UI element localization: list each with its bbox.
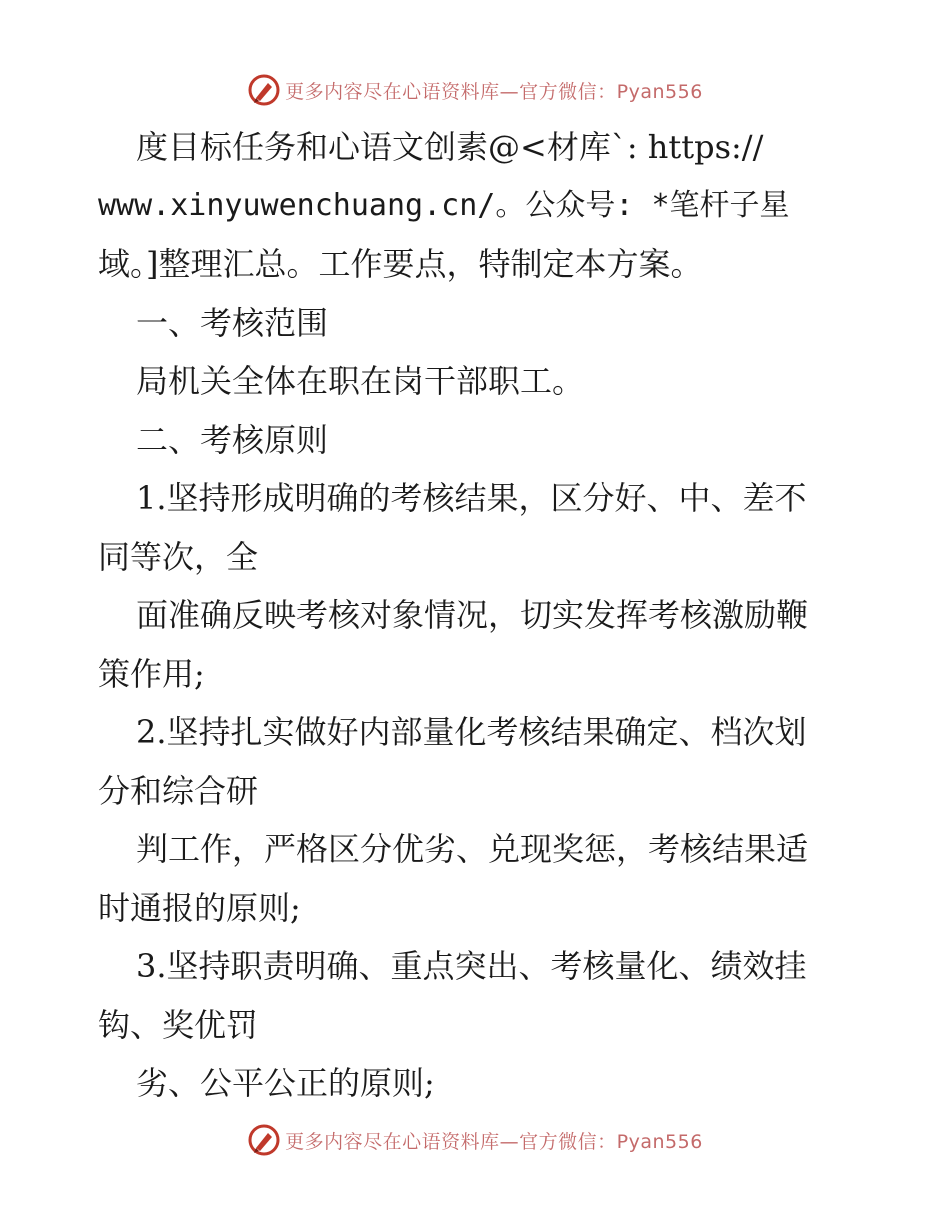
document-body [98, 118, 858, 1113]
paragraph-line: 面准确反映考核对象情况，切实发挥考核激励鞭 [136, 596, 809, 634]
paragraph-line: 度目标任务和心语文创素@<材库`: https:// [136, 128, 764, 166]
paragraph-line: 劣、公平公正的原则; [136, 1064, 435, 1102]
paragraph-line: 1.坚持形成明确的考核结果，区分好、中、差不 [136, 479, 807, 517]
paragraph-line: 策作用; [98, 654, 205, 693]
paragraph-line: 3.坚持职责明确、重点突出、考核量化、绩效挂 [136, 947, 807, 985]
paragraph-line: 局机关全体在职在岗干部职工。 [136, 362, 585, 400]
section-heading: 一、考核范围 [136, 303, 329, 342]
footer-banner-text: 更多内容尽在心语资料库—官方微信：Pyan556 [285, 1130, 703, 1153]
footer-watermark-banner [0, 1120, 950, 1160]
paragraph-line: 域。]整理汇总。工作要点，特制定本方案。 [98, 245, 703, 283]
pen-logo-icon [247, 1123, 281, 1157]
section-heading: 二、考核原则 [136, 420, 329, 459]
header-banner-text: 更多内容尽在心语资料库—官方微信：Pyan556 [285, 80, 703, 103]
paragraph-line: 钩、奖优罚 [98, 1005, 259, 1044]
paragraph-line: 2.坚持扎实做好内部量化考核结果确定、档次划 [136, 713, 807, 751]
paragraph-line: 时通报的原则; [98, 888, 301, 927]
paragraph-line: 同等次，全 [98, 537, 259, 576]
header-watermark-banner [0, 70, 950, 110]
pen-logo-icon [247, 73, 281, 107]
paragraph-line: 判工作，严格区分优劣、兑现奖惩，考核结果适 [136, 830, 809, 868]
paragraph-line: 分和综合研 [98, 771, 259, 810]
paragraph-line: www.xinyuwenchuang.cn/。公众号: *笔杆子星 [98, 187, 790, 223]
